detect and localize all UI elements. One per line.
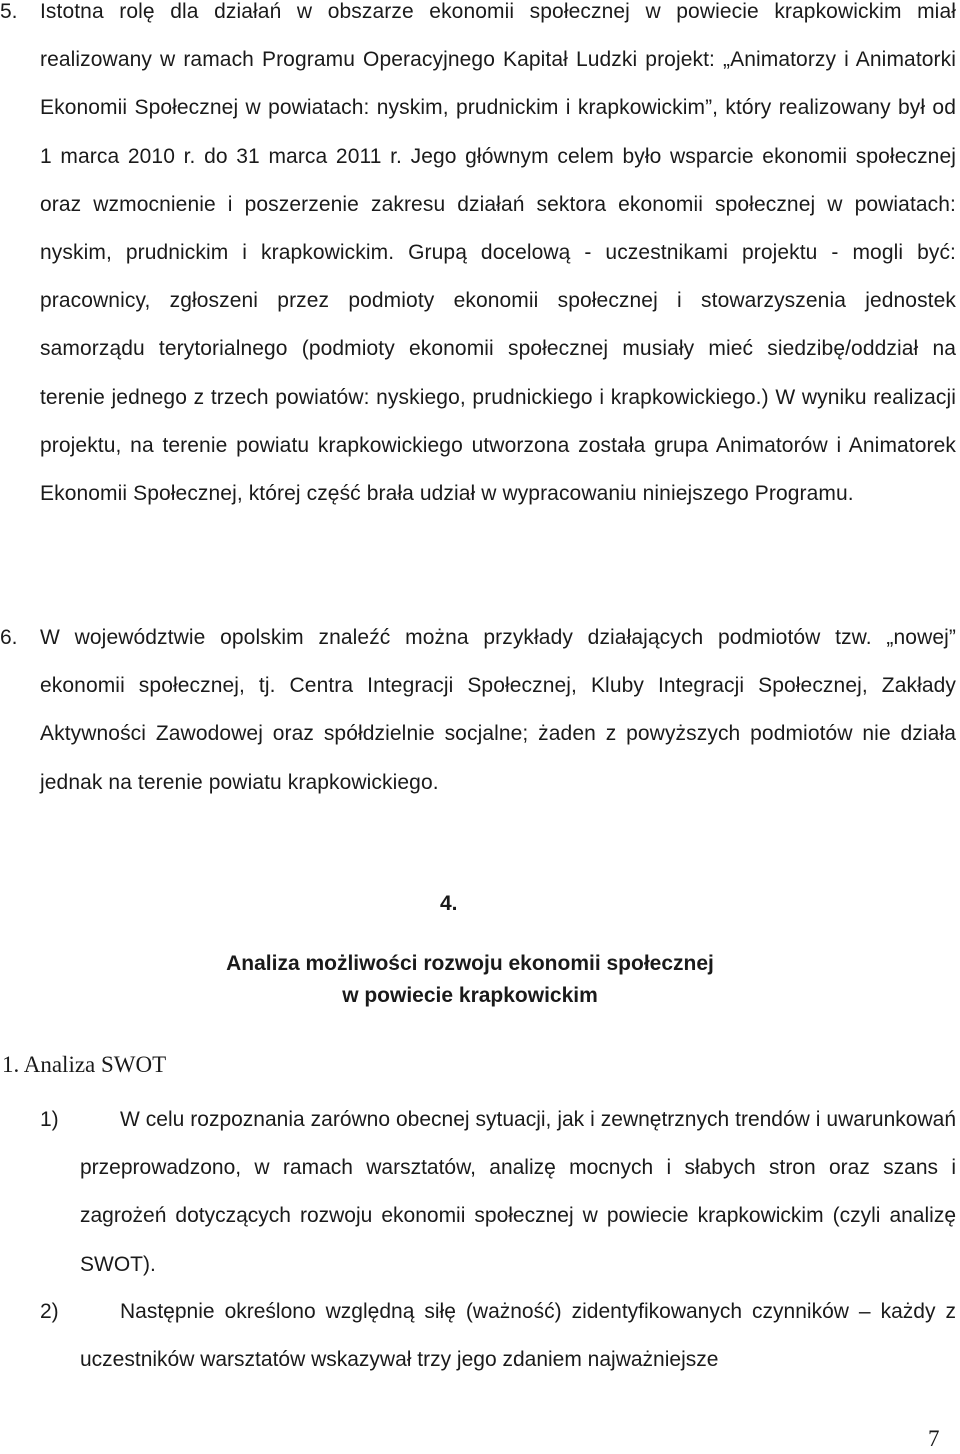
paragraph: W województwie opolskim znaleźć można przykłady działających podmiotów tzw. „nowej” ekonomii społecznej, tj. Centra Integracji Społecznej, Kluby Integracji Społecznej, Zakłady Aktywności Zawodowej oraz spółdzielnie socjalne; żaden z powyższych podmiotów nie działa jednak na terenie powiatu krapkowickiego. (40, 626, 956, 794)
paragraph: Istotna rolę dla działań w obszarze ekonomii społecznej w powiecie krapkowickim miał realizowany w ramach Programu Operacyjnego Kapitał Ludzki projekt: „Animatorzy i Animatorki Ekonomii Społecznej w powiatach: nyskim, prudnickim i krapkowickim”, który realizowany był od 1 marca 2010 r. do 31 marca 2011 r. Jego głównym celem było wsparcie ekonomii społecznej oraz wzmocnienie i poszerzenie zakresu działań sektora ekonomii społecznej w powiatach: nyskim, prudnickim i krapkowickim. Grupą docelową - uczestnikami projektu - mogli być: pracownicy, zgłoszeni przez podmioty ekonomii społecznej i stowarzyszenia jednostek samorządu terytorialnego (podmioty ekonomii społecznej musiały mieć siedzibę/oddział na terenie jednego z trzech powiatów: nyskiego, prudnickiego i krapkowickiego.) W wyniku realizacji projektu, na terenie powiatu krapkowickiego utworzona została grupa Animatorów i Animatorek Ekonomii Społecznej, której część brała udział w wypracowaniu niniejszego Programu. (40, 0, 956, 506)
sub-list-item-number: 1) (40, 1108, 59, 1131)
list-item-number: 6. (0, 626, 18, 649)
chapter-title-line: w powiecie krapkowickim (342, 984, 598, 1007)
page-number: 7 (928, 1426, 940, 1451)
sub-list-item-number: 2) (40, 1300, 59, 1323)
chapter-number: 4. (440, 892, 458, 915)
sub-list-item-text: W celu rozpoznania zarówno obecnej sytuacji, jak i zewnętrznych trendów i uwarunkowań przeprowadzono, w ramach warsztatów, analizę mocnych i słabych stron oraz szans i zagrożeń dotyczących rozwoju ekonomii społecznej w powiecie krapkowickim (czyli analizę SWOT). (80, 1108, 956, 1276)
section-heading: 1. Analiza SWOT (2, 1052, 167, 1077)
chapter-title (160, 948, 780, 1012)
list-item-number: 5. (0, 0, 18, 23)
sub-list-item-text: Następnie określono względną siłę (ważność) zidentyfikowanych czynników – każdy z uczestników warsztatów wskazywał trzy jego zdaniem najważniejsze (80, 1300, 956, 1372)
chapter-title-line: Analiza możliwości rozwoju ekonomii społecznej (226, 952, 714, 975)
